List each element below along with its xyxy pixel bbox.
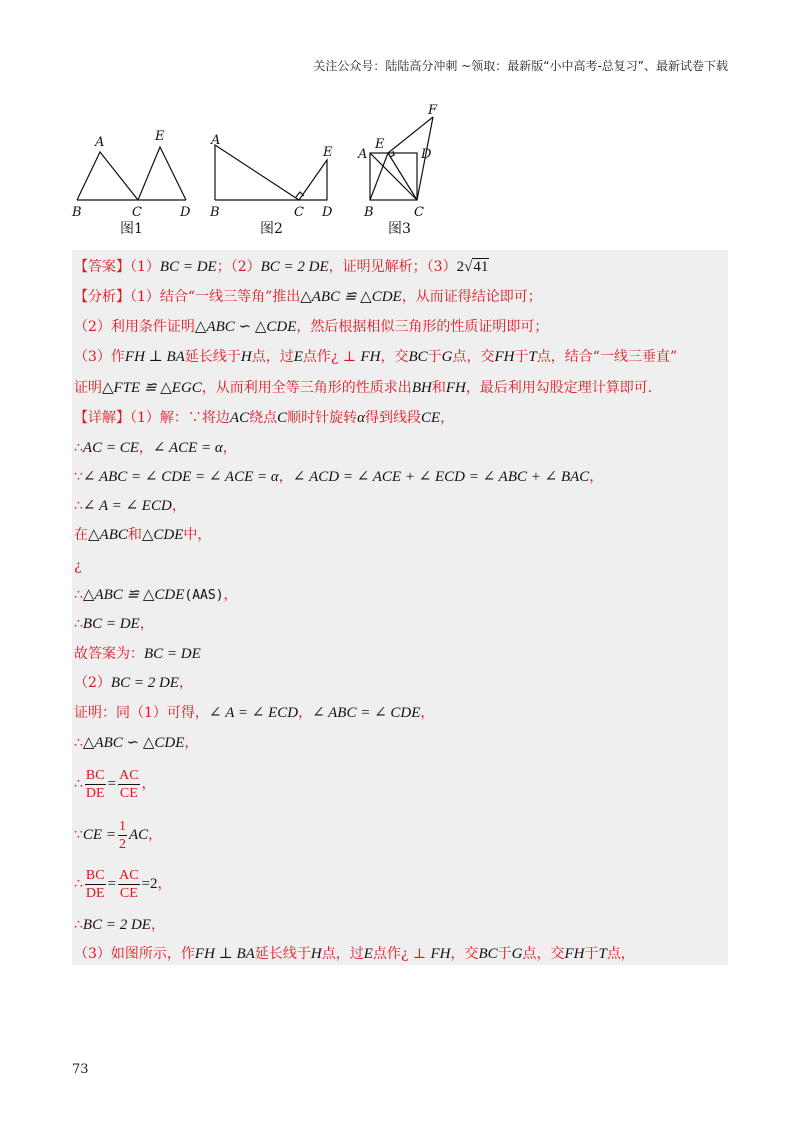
fig3-line-ce	[388, 153, 417, 200]
fig2-label-b: B	[210, 205, 220, 220]
fraction-bc-de-2: $\frac{BC}{DE}$	[85, 867, 105, 901]
detail-line-3: ∵∠ ABC = ∠ CDE = ∠ ACE = α，∠ ACD = ∠ ACE + ∠ ECD = ∠ ABC + ∠ BAC，	[74, 469, 604, 485]
detail-line-11: 证明：同（1）可得，∠ A = ∠ ECD，∠ ABC = ∠ CDE，	[74, 705, 435, 721]
analysis-line-4: 证明△FTE ≌ △EGC，从而利用全等三角形的性质求出BH和FH，最后利用勾股定理计算即可.	[74, 380, 653, 396]
fig3-label-e: E	[375, 137, 385, 152]
detail-line-15: ∴ $\frac{BC}{DE}$ = $\frac{AC}{CE}$ =2，	[74, 867, 172, 901]
fig2-lines	[215, 145, 327, 200]
analysis-line-1: 【分析】（1）结合“一线三等角”推出△ABC ≌ △CDE，从而证得结论即可；	[74, 289, 542, 305]
fig2-right-angle	[296, 192, 304, 197]
fig1-caption: 图1	[120, 221, 143, 237]
detail-line-16: ∴BC = 2 DE，	[74, 917, 165, 933]
detail-tag: 【详解】	[74, 410, 130, 426]
geometry-figures	[60, 100, 460, 240]
detail-line-13: ∴ $\frac{BC}{DE}$ = $\frac{AC}{CE}$ ，	[74, 767, 156, 801]
fig1-label-d: D	[180, 205, 191, 220]
page-number: 73	[72, 1062, 89, 1077]
analysis-line-3: （3）作FH ⊥ BA延长线于H点，过E点作¿ ⊥ FH，交BC于G点，交FH于T点，结合“一线三垂直”	[74, 349, 678, 365]
fig1-label-c: C	[132, 205, 142, 220]
analysis-tag: 【分析】	[74, 289, 130, 305]
detail-line-9: 故答案为：BC = DE	[74, 646, 201, 662]
detail-line-12: ∴△ABC ∽ △CDE，	[74, 735, 199, 751]
detail-line-2: ∴AC = CE，∠ ACE = α，	[74, 440, 237, 456]
fig1-triangle-abc	[77, 152, 138, 200]
fig3-diag-ac	[370, 153, 417, 200]
fig3-caption: 图3	[388, 221, 411, 237]
fig1-label-e: E	[155, 129, 165, 144]
fig3-label-a: A	[358, 147, 368, 162]
fig2-label-c: C	[294, 205, 304, 220]
fig2-label-d: D	[322, 205, 333, 220]
detail-line-8: ∴BC = DE，	[74, 616, 154, 632]
fig3-right-angle	[390, 151, 394, 157]
detail-line-14: ∵CE = $\frac{1}{2}$ AC，	[74, 818, 163, 852]
fraction-ac-ce-2: $\frac{AC}{CE}$	[119, 867, 139, 901]
detail-line-1: 【详解】（1）解：∵将边AC绕点C顺时针旋转α得到线段CE，	[74, 410, 455, 426]
fig1-label-a: A	[95, 135, 105, 150]
fig2-label-e: E	[323, 145, 333, 160]
detail-line-4: ∴∠ A = ∠ ECD，	[74, 498, 186, 514]
analysis-line-2: （2）利用条件证明△ABC ∽ △CDE，然后根据相似三角形的性质证明即可；	[74, 319, 549, 335]
detail-line-7: ∴△ABC ≌ △CDE(AAS)，	[74, 587, 238, 603]
fig2-caption: 图2	[260, 221, 283, 237]
fig3-label-f: F	[428, 103, 438, 118]
answer-tag: 【答案】	[74, 259, 130, 275]
fig3-label-c: C	[414, 205, 424, 220]
radicand: 41	[473, 259, 489, 275]
fraction-bc-de: $\frac{BC}{DE}$	[85, 767, 105, 801]
detail-line-10: （2）BC = 2 DE，	[74, 675, 193, 691]
detail-line-5: 在△ABC和△CDE中，	[74, 527, 212, 543]
fig3-label-d: D	[421, 147, 432, 162]
fraction-one-half: $\frac{1}{2}$	[118, 818, 126, 852]
detail-line-6: ¿	[74, 558, 82, 574]
detail-line-17: （3）如图所示，作FH ⊥ BA延长线于H点，过E点作¿ ⊥ FH，交BC于G点，交FH于T点，	[74, 946, 635, 962]
fig1-triangle-cde	[138, 147, 186, 200]
fig3-line-be	[370, 153, 388, 200]
figures	[60, 100, 460, 240]
fraction-ac-ce: $\frac{AC}{CE}$	[119, 767, 139, 801]
fig2-label-a: A	[211, 133, 221, 148]
answer-line: 【答案】（1）BC = DE；（2）BC = 2 DE，证明见解析；（3）2√41	[74, 259, 489, 275]
fig1-label-b: B	[72, 205, 82, 220]
page-header: 关注公众号：陆陆高分冲刺 ~领取：最新版“小中高考-总复习”、最新试卷下载	[313, 59, 728, 73]
fig3-label-b: B	[364, 205, 374, 220]
